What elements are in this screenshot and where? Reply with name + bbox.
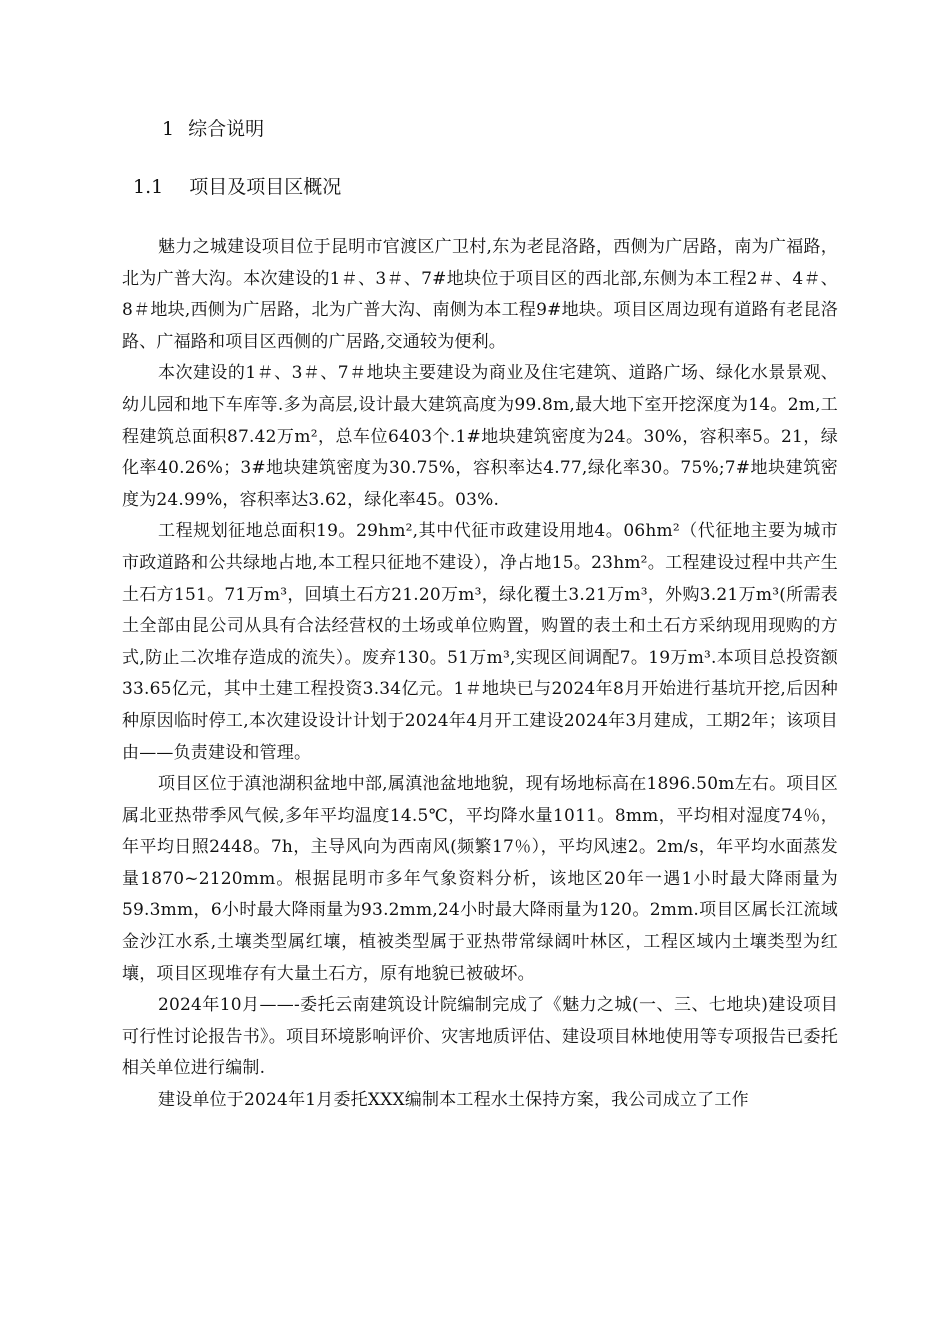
section-title: 综合说明 [188, 118, 265, 140]
paragraph-project-location: 魅力之城建设项目位于昆明市官渡区广卫村,东为老昆洛路，西侧为广居路，南为广福路，北为广普大沟。本次建设的1＃、3＃、7#地块位于项目区的西北部,东侧为本工程2＃、4＃、8＃地块,西侧为广居路，北为广普大沟、南侧为本工程9#地块。项目区周边现有道路有老昆洛路、广福路和项目区西侧的广居路,交通较为便利。 [122, 237, 838, 352]
paragraph-soil-conservation-plan: 建设单位于2024年1月委托XXX编制本工程水土保持方案，我公司成立了工作 [158, 1090, 749, 1111]
section-number: 1 [162, 118, 175, 140]
section-heading [162, 116, 264, 142]
subsection-heading [133, 174, 341, 200]
paragraph-construction-content: 本次建设的1＃、3＃、7＃地块主要建设为商业及住宅建筑、道路广场、绿化水景景观、幼儿园和地下车库等.多为高层,设计最大建筑高度为99.8m,最大地下室开挖深度为14。2m,工程建筑总面积87.42万m²，总车位6403个.1#地块建筑密度为24。30%，容积率5。21，绿化率40.26%；3#地块建筑密度为30.75%，容积率达4.77,绿化率30。75%;7#地块建筑密度为24.99%，容积率达3.62，绿化率45。03%. [122, 363, 838, 510]
body-text [122, 232, 838, 1117]
paragraph-land-and-earthwork: 工程规划征地总面积19。29hm²,其中代征市政建设用地4。06hm²（代征地主要为城市市政道路和公共绿地占地,本工程只征地不建设），净占地15。23hm²。工程建设过程中共产生土石方151。71万m³，回填土石方21.20万m³，绿化覆土3.21万m³，外购3.21万m³(所需表土全部由昆公司从具有合法经营权的土场或单位购置，购置的表土和土石方采纳现用现购的方式,防止二次堆存造成的流失）。废弃130。51万m³,实现区间调配7。19万m³.本项目总投资额33.65亿元，其中土建工程投资3.34亿元。1＃地块已与2024年8月开始进行基坑开挖,后因种种原因临时停工,本次建设设计计划于2024年4月开工建设2024年3月建成，工期2年；该项目由——负责建设和管理。 [122, 521, 838, 763]
subsection-title: 项目及项目区概况 [189, 176, 342, 198]
paragraph-natural-conditions: 项目区位于滇池湖积盆地中部,属滇池盆地地貌，现有场地标高在1896.50m左右。项目区属北亚热带季风气候,多年平均温度14.5℃，平均降水量1011。8mm，平均相对湿度74％，年平均日照2448。7h，主导风向为西南风(频繁17％），平均风速2。2m/s，年平均水面蒸发量1870~2120mm。根据昆明市多年气象资料分析，该地区20年一遇1小时最大降雨量为59.3mm，6小时最大降雨量为93.2mm,24小时最大降雨量为120。2mm.项目区属长江流域金沙江水系,土壤类型属红壤，植被类型属于亚热带常绿阔叶林区，工程区域内土壤类型为红壤，项目区现堆存有大量土石方，原有地貌已被破坏。 [122, 774, 838, 984]
paragraph-feasibility-report: 2024年10月——-委托云南建筑设计院编制完成了《魅力之城(一、三、七地块)建设项目可行性讨论报告书》。项目环境影响评价、灾害地质评估、建设项目林地使用等专项报告已委托相关单位进行编制. [122, 995, 838, 1079]
subsection-number: 1.1 [133, 176, 164, 198]
